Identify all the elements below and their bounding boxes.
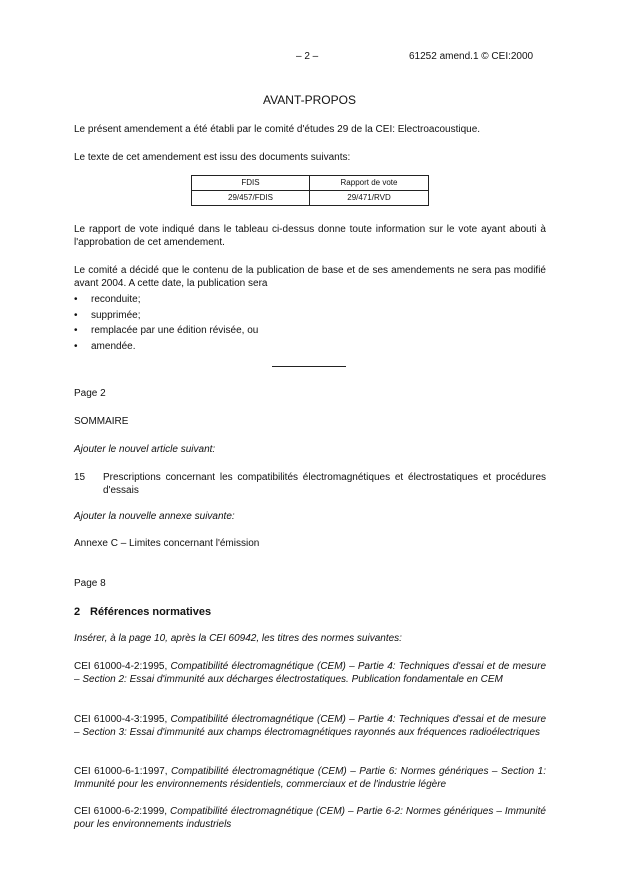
header-reference: 61252 amend.1 © CEI:2000 <box>409 51 534 62</box>
bullet-list <box>74 294 546 356</box>
section-title: Références normatives <box>90 606 212 618</box>
contents-item-text: Prescriptions concernant les compatibilités électromagnétiques et électrostatiques et procédures d'essais <box>103 472 546 496</box>
section-heading <box>74 606 211 619</box>
norm-code: CEI 61000-6-1:1997, <box>74 766 171 777</box>
norm-reference <box>74 806 546 831</box>
norm-title: Compatibilité électromagnétique (CEM) – Partie 4: Techniques d'essai et de mesure – Section 2: Essai d'immunité aux décharges électrostatiques. Publication fondamentale en CEM <box>74 661 547 685</box>
vote-table-cell-rvd: 29/471/RVD <box>310 191 429 206</box>
paragraph-rapport-de-vote: Le rapport de vote indiqué dans le tableau ci-dessus donne toute information sur le vote ayant abouti à l'approbation de cet amendement. <box>74 224 546 248</box>
page2-label: Page 2 <box>74 388 106 399</box>
norm-title: Compatibilité électromagnétique (CEM) – Partie 6-2: Normes génériques – Immunité pour les environnements industriels <box>74 806 546 830</box>
instruction-add-annex: Ajouter la nouvelle annexe suivante: <box>74 511 235 522</box>
bullet-marker: • <box>74 294 78 305</box>
separator-rule <box>272 366 346 367</box>
norm-title: Compatibilité électromagnétique (CEM) – Partie 6: Normes génériques – Section 1: Immunité pour les environnements résidentiels, commerciaux et de l'industrie légère <box>74 766 546 790</box>
list-item-text: supprimée; <box>91 309 141 321</box>
section-number: 2 <box>74 606 81 618</box>
bullet-marker: • <box>74 309 78 321</box>
list-item <box>74 341 546 357</box>
list-item-text: amendée. <box>91 340 136 352</box>
list-item-text: reconduite; <box>91 294 141 305</box>
page-title: AVANT-PROPOS <box>263 93 356 107</box>
norm-code: CEI 61000-4-2:1995, <box>74 661 171 672</box>
vote-table-row <box>192 191 429 206</box>
instruction-add-article: Ajouter le nouvel article suivant: <box>74 444 216 455</box>
vote-table-header-rapport: Rapport de vote <box>310 176 429 191</box>
paragraph-comite-decision: Le comité a décidé que le contenu de la publication de base et de ses amendements ne sera pas modifié avant 2004. A cette date, la publication sera <box>74 265 546 289</box>
norm-reference <box>74 714 546 739</box>
norm-reference <box>74 661 546 686</box>
list-item <box>74 294 546 310</box>
norm-code: CEI 61000-4-3:1995, <box>74 714 171 725</box>
norm-reference <box>74 766 546 791</box>
vote-table <box>191 175 429 206</box>
vote-table-cell-fdis: 29/457/FDIS <box>192 191 310 206</box>
list-item <box>74 310 546 326</box>
contents-item-number: 15 <box>74 472 86 483</box>
page8-label: Page 8 <box>74 578 106 589</box>
norm-title: Compatibilité électromagnétique (CEM) – Partie 4: Techniques d'essai et de mesure – Section 3: Essai d'immunité aux champs électromagnétiques rayonnés aux fréquences radioélectriques <box>74 714 547 738</box>
bullet-marker: • <box>74 340 78 352</box>
instruction-insert-norms: Insérer, à la page 10, après la CEI 60942, les titres des normes suivantes: <box>74 633 402 644</box>
sommaire-heading: SOMMAIRE <box>74 416 129 427</box>
annex-c-entry: Annexe C – Limites concernant l'émission <box>74 538 260 549</box>
header-page-number: – 2 – <box>296 51 319 62</box>
list-item <box>74 325 546 341</box>
list-item-text: remplacée par une édition révisée, ou <box>91 325 259 337</box>
vote-table-header-row <box>192 176 429 191</box>
vote-table-header-fdis: FDIS <box>192 176 310 191</box>
norm-code: CEI 61000-6-2:1999, <box>74 806 171 817</box>
intro-paragraph-documents: Le texte de cet amendement est issu des documents suivants: <box>74 152 351 163</box>
intro-paragraph-committee: Le présent amendement a été établi par le comité d'études 29 de la CEI: Electroacoustique. <box>74 124 481 135</box>
bullet-marker: • <box>74 325 78 337</box>
